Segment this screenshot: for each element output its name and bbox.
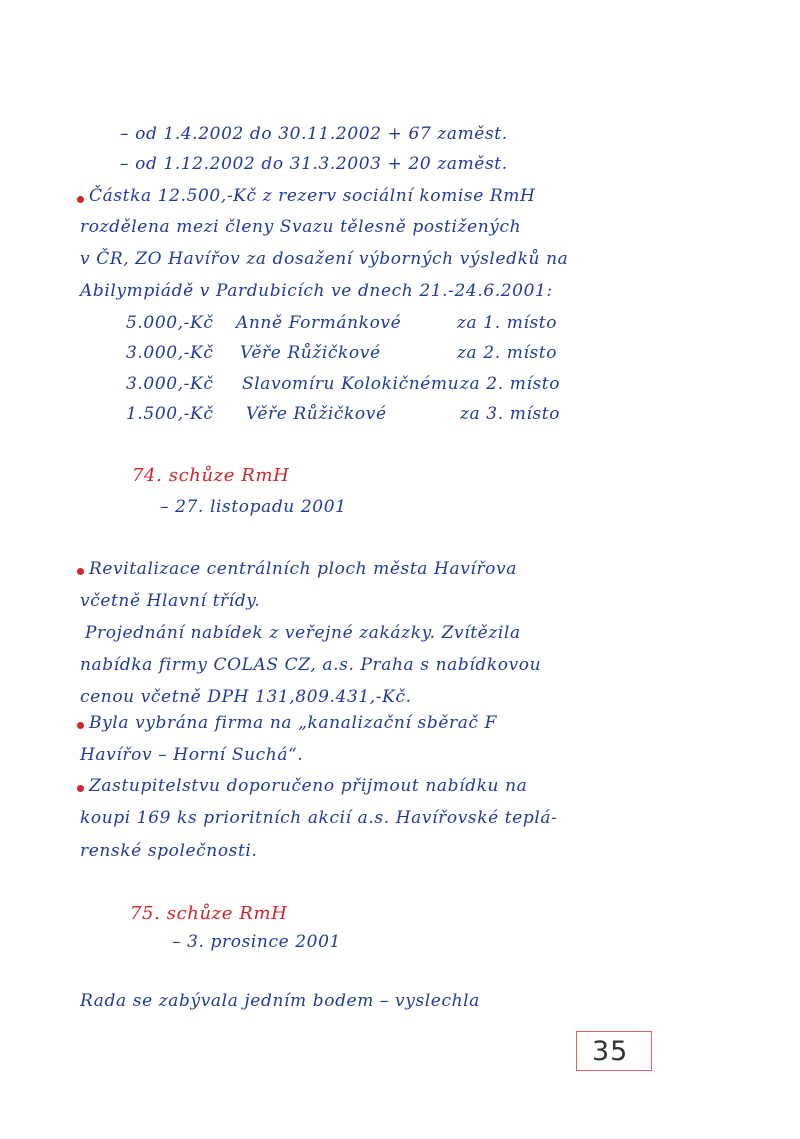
- award-place: za 1. místo: [457, 313, 558, 333]
- text-line: Částka 12.500,-Kč z rezerv sociální komise RmH: [89, 186, 536, 206]
- award-place: za 3. místo: [460, 404, 561, 424]
- text-line: včetně Hlavní třídy.: [80, 591, 261, 611]
- award-name: Anně Formánkové: [236, 313, 402, 333]
- award-place: za 2. místo: [460, 374, 561, 394]
- award-name: Slavomíru Kolokičnému: [242, 374, 460, 394]
- meeting-75-date: – 3. prosince 2001: [172, 932, 341, 952]
- page-number: 35: [592, 1036, 629, 1067]
- text-line: nabídka firmy COLAS CZ, a.s. Praha s nabídkovou: [80, 655, 542, 675]
- bullet-icon: [77, 568, 84, 575]
- award-name: Věře Růžičkové: [246, 404, 387, 424]
- meeting-74-title: 74. schůze RmH: [132, 465, 290, 486]
- award-amount: 1.500,-Kč: [126, 404, 214, 424]
- bullet-icon: [77, 196, 84, 203]
- text-line: – od 1.4.2002 do 30.11.2002 + 67 zaměst.: [120, 124, 508, 144]
- award-amount: 5.000,-Kč: [126, 313, 214, 333]
- award-name: Věře Růžičkové: [240, 343, 381, 363]
- text-line: v ČR, ZO Havířov za dosažení výborných výsledků na: [80, 249, 569, 269]
- text-line: Revitalizace centrálních ploch města Havířova: [89, 559, 517, 579]
- text-line: Rada se zabývala jedním bodem – vyslechla: [80, 991, 480, 1011]
- meeting-74-date: – 27. listopadu 2001: [160, 497, 347, 517]
- text-line: – od 1.12.2002 do 31.3.2003 + 20 zaměst.: [120, 154, 508, 174]
- text-line: koupi 169 ks prioritních akcií a.s. Havířovské teplá-: [80, 808, 558, 828]
- text-line: Abilympiádě v Pardubicích ve dnech 21.-24.6.2001:: [80, 281, 553, 301]
- award-amount: 3.000,-Kč: [126, 374, 214, 394]
- text-line: renské společnosti.: [80, 841, 258, 861]
- award-amount: 3.000,-Kč: [126, 343, 214, 363]
- bullet-icon: [77, 785, 84, 792]
- bullet-icon: [77, 722, 84, 729]
- text-line: cenou včetně DPH 131,809.431,-Kč.: [80, 687, 412, 707]
- text-line: Projednání nabídek z veřejné zakázky. Zvítězila: [85, 623, 521, 643]
- text-line: Havířov – Horní Suchá“.: [80, 745, 304, 765]
- text-line: rozdělena mezi členy Svazu tělesně postižených: [80, 217, 522, 237]
- text-line: Zastupitelstvu doporučeno přijmout nabídku na: [89, 776, 528, 796]
- text-line: Byla vybrána firma na „kanalizační sběrač F: [89, 713, 497, 733]
- meeting-75-title: 75. schůze RmH: [130, 903, 288, 924]
- award-place: za 2. místo: [457, 343, 558, 363]
